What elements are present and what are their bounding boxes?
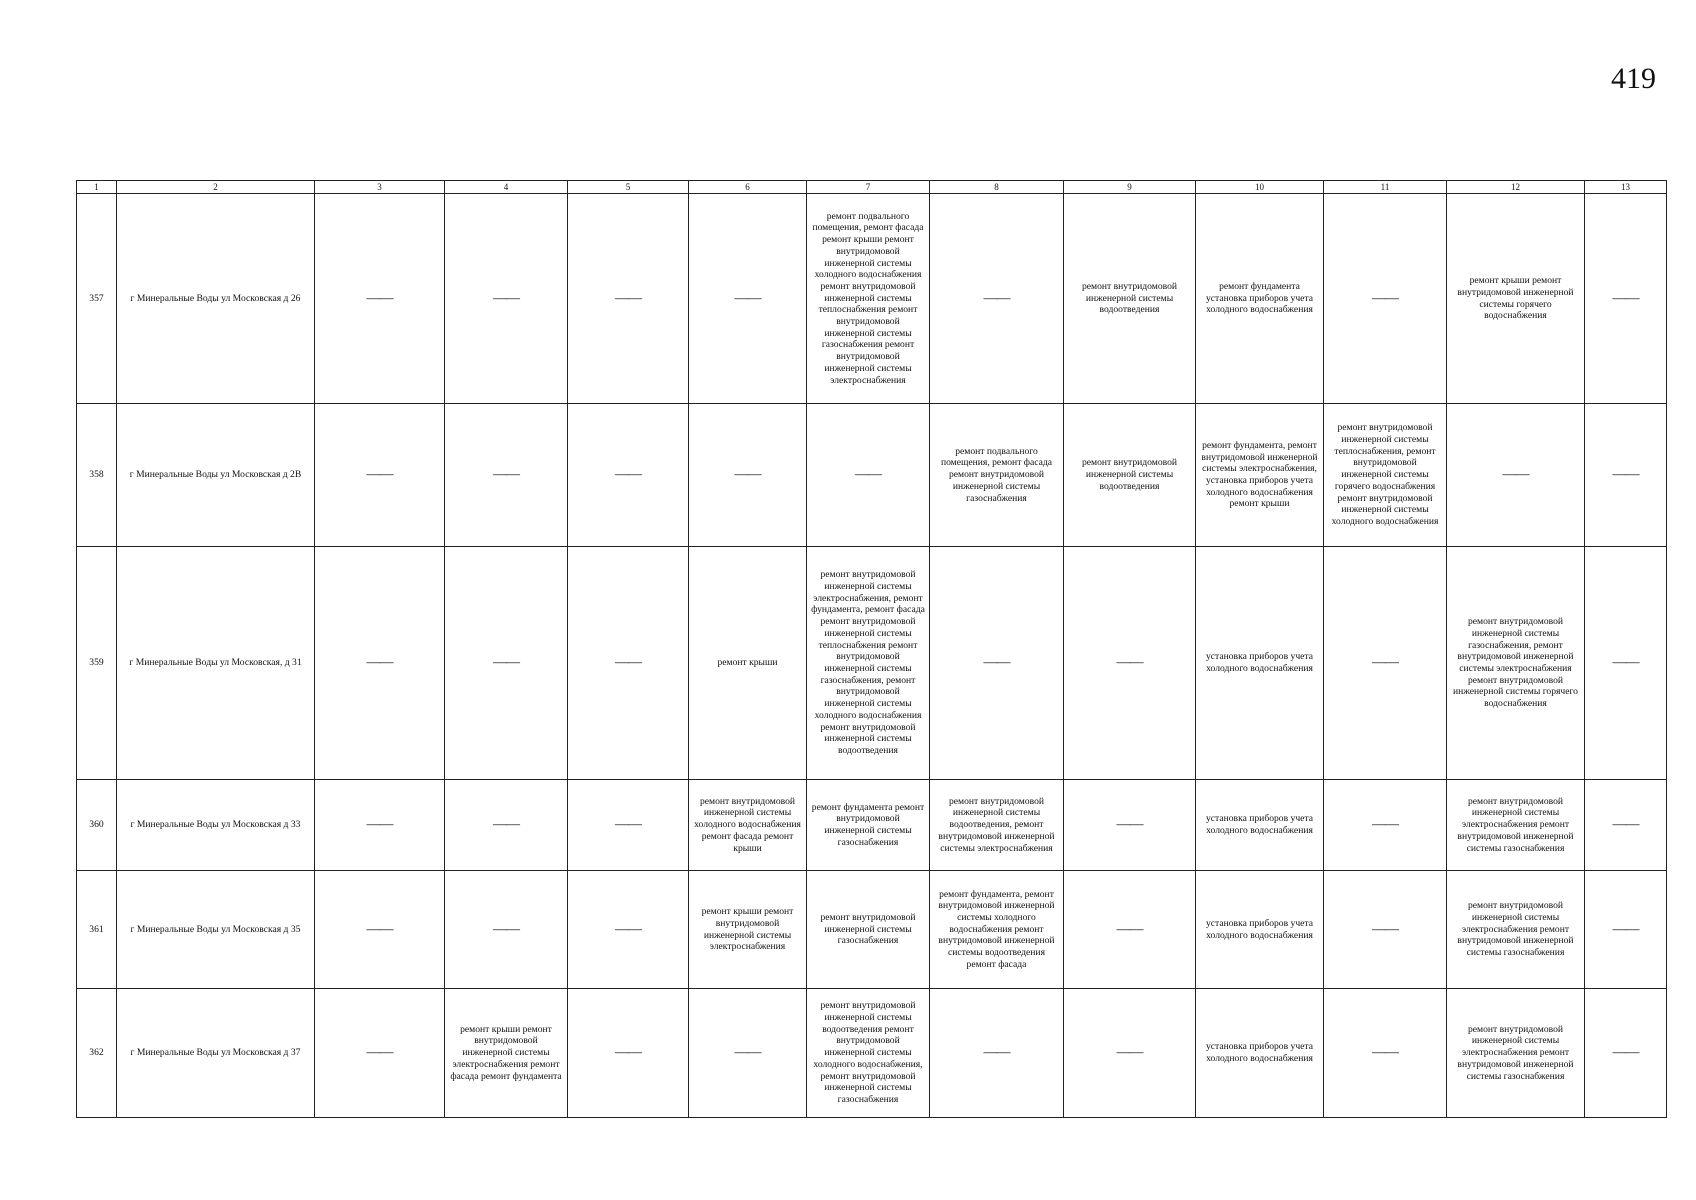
table-cell: —— <box>1324 194 1447 404</box>
table-cell: —— <box>315 871 445 989</box>
table-cell: —— <box>315 404 445 547</box>
table-cell: ремонт внутридомовой инженерной системы теплоснабжения, ремонт внутридомовой инженерной системы горячего водоснабжения ремонт внутридомовой инженерной системы холодного водоснабжения <box>1324 404 1447 547</box>
row-number: 357 <box>77 194 117 404</box>
table-cell: —— <box>1324 780 1447 871</box>
table-cell: —— <box>315 989 445 1118</box>
table-cell: —— <box>689 194 807 404</box>
table-cell: ремонт крыши ремонт внутридомовой инженерной системы электроснабжения ремонт фасада ремонт фундамента <box>445 989 568 1118</box>
table-cell: —— <box>568 871 689 989</box>
address-cell: г Минеральные Воды ул Московская д 37 <box>117 989 315 1118</box>
table-cell: —— <box>1064 547 1196 780</box>
column-number-row <box>77 181 1667 194</box>
column-header: 13 <box>1585 181 1667 194</box>
table-cell: —— <box>315 780 445 871</box>
address-cell: г Минеральные Воды ул Московская д 2В <box>117 404 315 547</box>
page-number: 419 <box>1611 62 1656 95</box>
column-header: 4 <box>445 181 568 194</box>
table-cell: —— <box>1324 989 1447 1118</box>
table-row <box>77 194 1667 404</box>
table-cell: ремонт внутридомовой инженерной системы водоотведения <box>1064 404 1196 547</box>
table-cell: установка приборов учета холодного водоснабжения <box>1196 871 1324 989</box>
row-number: 359 <box>77 547 117 780</box>
table-cell: —— <box>807 404 930 547</box>
table-row <box>77 404 1667 547</box>
table-cell: —— <box>689 989 807 1118</box>
column-header: 8 <box>930 181 1064 194</box>
table-cell: —— <box>1064 871 1196 989</box>
table-cell: ремонт внутридомовой инженерной системы электроснабжения ремонт внутридомовой инженерной системы газоснабжения <box>1447 989 1585 1118</box>
row-number: 361 <box>77 871 117 989</box>
table-cell: —— <box>568 989 689 1118</box>
table-cell: ремонт фундамента, ремонт внутридомовой инженерной системы электроснабжения, установка приборов учета холодного водоснабжения ремонт крыши <box>1196 404 1324 547</box>
column-header: 12 <box>1447 181 1585 194</box>
column-header: 9 <box>1064 181 1196 194</box>
table-cell: —— <box>315 547 445 780</box>
table-cell: —— <box>1585 547 1667 780</box>
table-row <box>77 989 1667 1118</box>
column-header: 2 <box>117 181 315 194</box>
table-cell: —— <box>930 989 1064 1118</box>
table-cell: ремонт внутридомовой инженерной системы водоотведения <box>1064 194 1196 404</box>
table-row <box>77 780 1667 871</box>
row-number: 360 <box>77 780 117 871</box>
table-cell: —— <box>568 404 689 547</box>
table-row <box>77 871 1667 989</box>
table-cell: ремонт внутридомовой инженерной системы электроснабжения, ремонт фундамента, ремонт фасада ремонт внутридомовой инженерной системы теплоснабжения ремонт внутридомовой инженерной системы газоснабжения, ремонт внутридомовой инженерной системы холодного водоснабжения ремонт внутридомовой инженерной системы водоотведения <box>807 547 930 780</box>
table-cell: ремонт крыши <box>689 547 807 780</box>
table-cell: —— <box>1585 404 1667 547</box>
column-header: 11 <box>1324 181 1447 194</box>
table-cell: —— <box>1585 194 1667 404</box>
table-cell: ремонт подвального помещения, ремонт фасада ремонт крыши ремонт внутридомовой инженерной системы холодного водоснабжения ремонт внутридомовой инженерной системы теплоснабжения ремонт внутридомовой инженерной системы газоснабжения ремонт внутридомовой инженерной системы электроснабжения <box>807 194 930 404</box>
row-number: 362 <box>77 989 117 1118</box>
table-cell: —— <box>930 547 1064 780</box>
column-header: 5 <box>568 181 689 194</box>
table-cell: —— <box>1324 547 1447 780</box>
table-cell: —— <box>1064 989 1196 1118</box>
table-cell: —— <box>445 194 568 404</box>
address-cell: г Минеральные Воды ул Московская, д 31 <box>117 547 315 780</box>
table-cell: —— <box>1585 871 1667 989</box>
table-cell: —— <box>445 780 568 871</box>
table-cell: ремонт внутридомовой инженерной системы электроснабжения ремонт внутридомовой инженерной системы газоснабжения <box>1447 780 1585 871</box>
table-cell: ремонт подвального помещения, ремонт фасада ремонт внутридомовой инженерной системы газоснабжения <box>930 404 1064 547</box>
table-cell: —— <box>689 404 807 547</box>
table-cell: —— <box>445 547 568 780</box>
table-cell: ремонт внутридомовой инженерной системы водоотведения, ремонт внутридомовой инженерной системы электроснабжения <box>930 780 1064 871</box>
table-cell: ремонт фундамента ремонт внутридомовой инженерной системы газоснабжения <box>807 780 930 871</box>
column-header: 3 <box>315 181 445 194</box>
address-cell: г Минеральные Воды ул Московская д 35 <box>117 871 315 989</box>
column-header: 1 <box>77 181 117 194</box>
table-cell: —— <box>1324 871 1447 989</box>
table-cell: ремонт внутридомовой инженерной системы электроснабжения ремонт внутридомовой инженерной системы газоснабжения <box>1447 871 1585 989</box>
table-cell: ремонт внутридомовой инженерной системы газоснабжения <box>807 871 930 989</box>
table-cell: установка приборов учета холодного водоснабжения <box>1196 547 1324 780</box>
table-cell: ремонт фундамента установка приборов учета холодного водоснабжения <box>1196 194 1324 404</box>
table-cell: установка приборов учета холодного водоснабжения <box>1196 989 1324 1118</box>
table-cell: —— <box>1585 989 1667 1118</box>
address-cell: г Минеральные Воды ул Московская д 26 <box>117 194 315 404</box>
table-cell: —— <box>568 780 689 871</box>
repair-schedule-table <box>76 180 1667 1118</box>
table-cell: —— <box>568 547 689 780</box>
column-header: 7 <box>807 181 930 194</box>
address-cell: г Минеральные Воды ул Московская д 33 <box>117 780 315 871</box>
column-header: 10 <box>1196 181 1324 194</box>
table-cell: ремонт внутридомовой инженерной системы холодного водоснабжения ремонт фасада ремонт крыши <box>689 780 807 871</box>
table-cell: ремонт фундамента, ремонт внутридомовой инженерной системы холодного водоснабжения ремонт внутридомовой инженерной системы водоотведения ремонт фасада <box>930 871 1064 989</box>
column-header: 6 <box>689 181 807 194</box>
table-cell: —— <box>1064 780 1196 871</box>
table-cell: —— <box>568 194 689 404</box>
table-cell: —— <box>315 194 445 404</box>
table-cell: ремонт внутридомовой инженерной системы водоотведения ремонт внутридомовой инженерной системы холодного водоснабжения, ремонт внутридомовой инженерной системы газоснабжения <box>807 989 930 1118</box>
table-cell: ремонт внутридомовой инженерной системы газоснабжения, ремонт внутридомовой инженерной системы электроснабжения ремонт внутридомовой инженерной системы горячего водоснабжения <box>1447 547 1585 780</box>
table-cell: —— <box>930 194 1064 404</box>
table-cell: —— <box>445 871 568 989</box>
table-cell: ремонт крыши ремонт внутридомовой инженерной системы горячего водоснабжения <box>1447 194 1585 404</box>
table-cell: —— <box>1585 780 1667 871</box>
table-cell: установка приборов учета холодного водоснабжения <box>1196 780 1324 871</box>
table-cell: —— <box>1447 404 1585 547</box>
table-cell: ремонт крыши ремонт внутридомовой инженерной системы электроснабжения <box>689 871 807 989</box>
table-row <box>77 547 1667 780</box>
row-number: 358 <box>77 404 117 547</box>
table-cell: —— <box>445 404 568 547</box>
